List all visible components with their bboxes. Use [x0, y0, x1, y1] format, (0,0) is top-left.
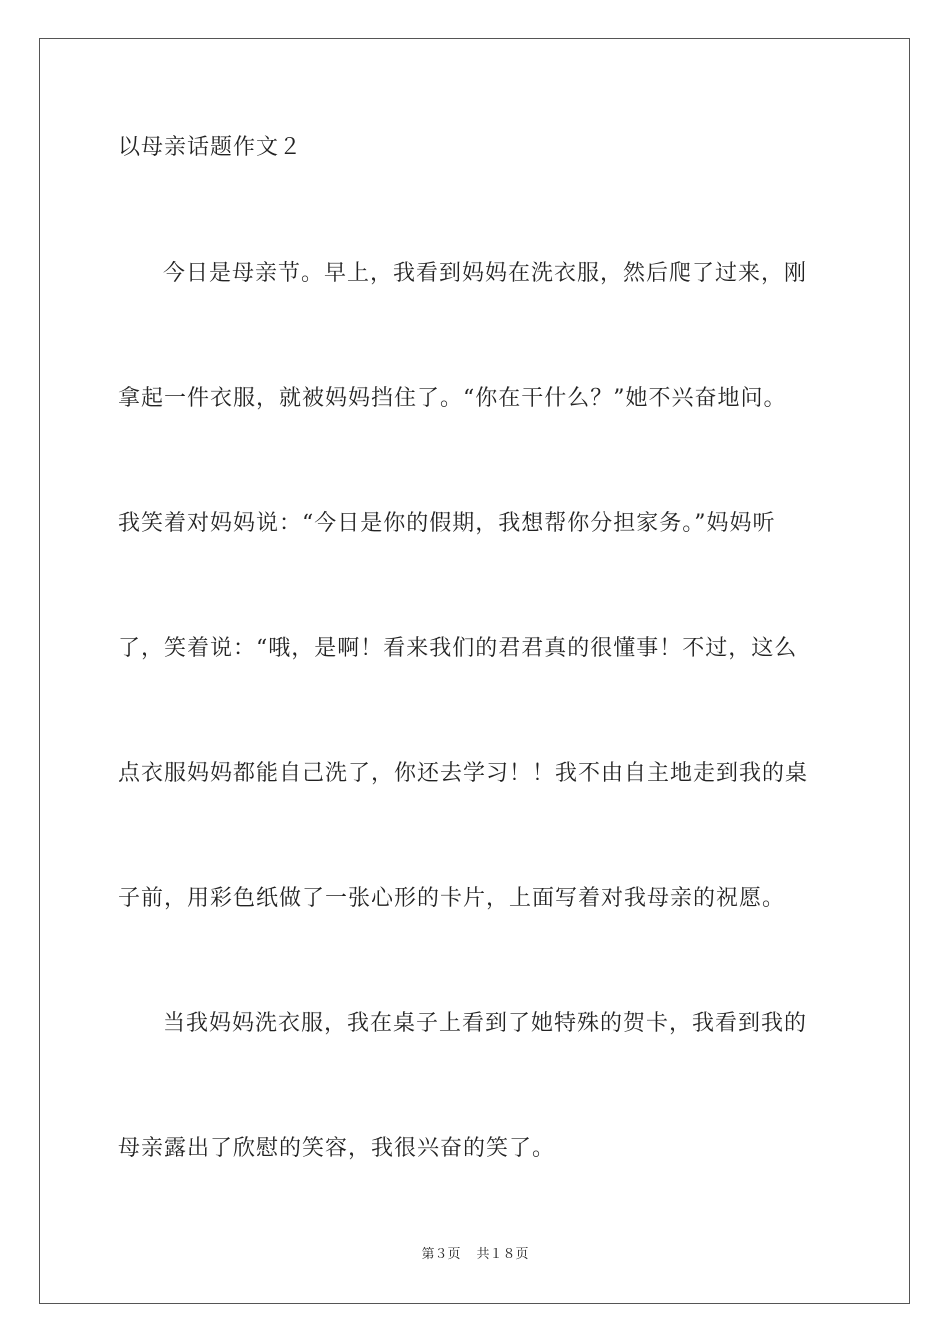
paragraph-2-line-1: 当我妈妈洗衣服，我在桌子上看到了她特殊的贺卡，我看到我的 — [163, 1011, 808, 1036]
paragraph-1-line-5: 点衣服妈妈都能自己洗了，你还去学习！！我不由自主地走到我的桌 — [118, 761, 809, 786]
paragraph-1-line-4: 了，笑着说：“哦，是啊！看来我们的君君真的很懂事！不过，这么 — [118, 636, 798, 661]
paragraph-1-line-1: 今日是母亲节。早上，我看到妈妈在洗衣服，然后爬了过来，刚 — [163, 261, 808, 286]
page-border — [39, 38, 910, 1304]
page-footer — [0, 1246, 950, 1264]
paragraph-2-line-2: 母亲露出了欣慰的笑容，我很兴奋的笑了。 — [118, 1136, 556, 1161]
page-total: 共１８页 — [476, 1247, 529, 1262]
document-title: 以母亲话题作文２ — [118, 135, 303, 160]
paragraph-1-line-2: 拿起一件衣服，就被妈妈挡住了。“你在干什么？”她不兴奋地问。 — [118, 386, 787, 411]
paragraph-1-line-3: 我笑着对妈妈说：“今日是你的假期，我想帮你分担家务。”妈妈听 — [118, 511, 776, 536]
paragraph-1-line-6: 子前，用彩色纸做了一张心形的卡片，上面写着对我母亲的祝愿。 — [118, 886, 786, 911]
page-number: 第３页 — [421, 1247, 461, 1262]
